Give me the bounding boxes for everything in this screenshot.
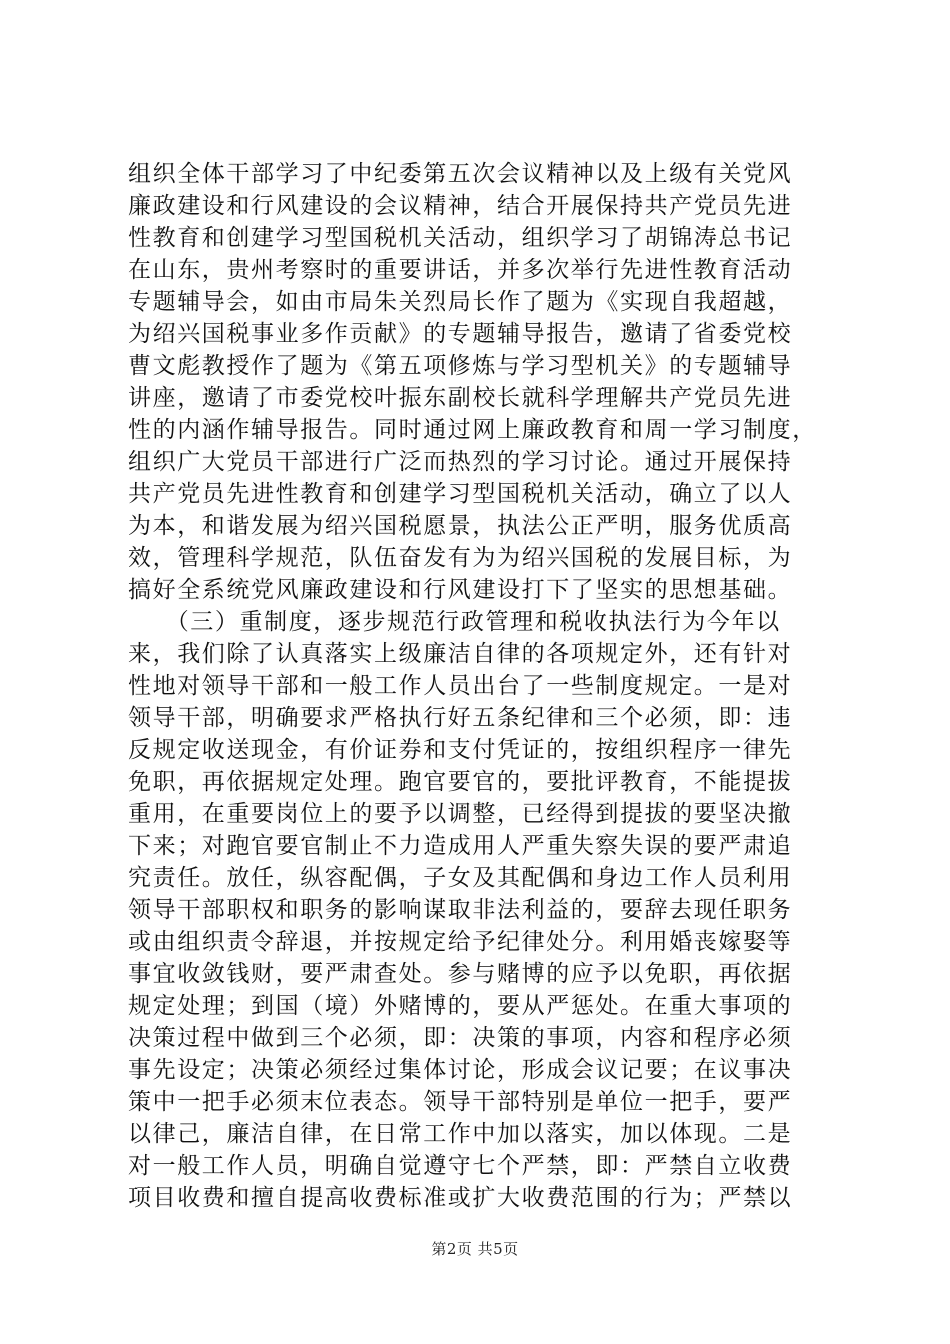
- text-line: 为绍兴国税事业多作贡献》的专题辅导报告，邀请了省委党校: [128, 321, 793, 347]
- text-line: 决策过程中做到三个必须，即：决策的事项，内容和程序必须: [128, 1025, 793, 1051]
- text-line: 事先设定；决策必须经过集体讨论，形成会议记要；在议事决: [128, 1057, 793, 1083]
- text-line: 讲座，邀请了市委党校叶振东副校长就科学理解共产党员先进: [128, 385, 793, 411]
- text-line: 性教育和创建学习型国税机关活动，组织学习了胡锦涛总书记: [128, 225, 793, 251]
- text-line: 究责任。放任，纵容配偶，子女及其配偶和身边工作人员利用: [128, 865, 793, 891]
- text-line: 专题辅导会，如由市局朱关烈局长作了题为《实现自我超越，: [128, 289, 793, 315]
- text-line: 为本，和谐发展为绍兴国税愿景，执法公正严明，服务优质高: [128, 513, 793, 539]
- text-line: 共产党员先进性教育和创建学习型国税机关活动，确立了以人: [128, 481, 793, 507]
- text-line: 性地对领导干部和一般工作人员出台了一些制度规定。一是对: [128, 673, 793, 699]
- text-line: 组织全体干部学习了中纪委第五次会议精神以及上级有关党风: [128, 161, 793, 187]
- text-line: 曹文彪教授作了题为《第五项修炼与学习型机关》的专题辅导: [128, 353, 793, 379]
- text-line: 组织广大党员干部进行广泛而热烈的学习讨论。通过开展保持: [128, 449, 793, 475]
- text-line: 免职，再依据规定处理。跑官要官的，要批评教育，不能提拔: [128, 769, 793, 795]
- text-line: 在山东，贵州考察时的重要讲话，并多次举行先进性教育活动: [128, 257, 793, 283]
- text-line: 规定处理；到国（境）外赌博的，要从严惩处。在重大事项的: [128, 993, 793, 1019]
- text-line: 策中一把手必须末位表态。领导干部特别是单位一把手，要严: [128, 1089, 793, 1115]
- text-line: 搞好全系统党风廉政建设和行风建设打下了坚实的思想基础。: [128, 577, 793, 603]
- text-line: 对一般工作人员，明确自觉遵守七个严禁，即：严禁自立收费: [128, 1153, 793, 1179]
- text-line: 领导干部职权和职务的影响谋取非法利益的，要辞去现任职务: [128, 897, 793, 923]
- text-line: 反规定收送现金，有价证券和支付凭证的，按组织程序一律先: [128, 737, 793, 763]
- text-line: 性的内涵作辅导报告。同时通过网上廉政教育和周一学习制度，: [128, 417, 817, 443]
- text-line: 事宜收敛钱财，要严肃查处。参与赌博的应予以免职，再依据: [128, 961, 793, 987]
- text-line: 下来；对跑官要官制止不力造成用人严重失察失误的要严肃追: [128, 833, 793, 859]
- text-line: 重用，在重要岗位上的要予以调整，已经得到提拔的要坚决撤: [128, 801, 793, 827]
- text-line: 项目收费和擅自提高收费标准或扩大收费范围的行为；严禁以: [128, 1185, 793, 1211]
- body-text: [128, 158, 828, 1214]
- text-line: 以律己，廉洁自律，在日常工作中加以落实，加以体现。二是: [128, 1121, 793, 1147]
- text-line: 来，我们除了认真落实上级廉洁自律的各项规定外，还有针对: [128, 641, 793, 667]
- text-line: 领导干部，明确要求严格执行好五条纪律和三个必须，即：违: [128, 705, 793, 731]
- text-line: 效，管理科学规范，队伍奋发有为为绍兴国税的发展目标，为: [128, 545, 793, 571]
- text-line: 廉政建设和行风建设的会议精神，结合开展保持共产党员先进: [128, 193, 793, 219]
- page-footer: 第2页 共5页: [431, 1240, 519, 1258]
- text-line: （三）重制度，逐步规范行政管理和税收执法行为今年以: [128, 609, 781, 635]
- text-line: 或由组织责令辞退，并按规定给予纪律处分。利用婚丧嫁娶等: [128, 929, 793, 955]
